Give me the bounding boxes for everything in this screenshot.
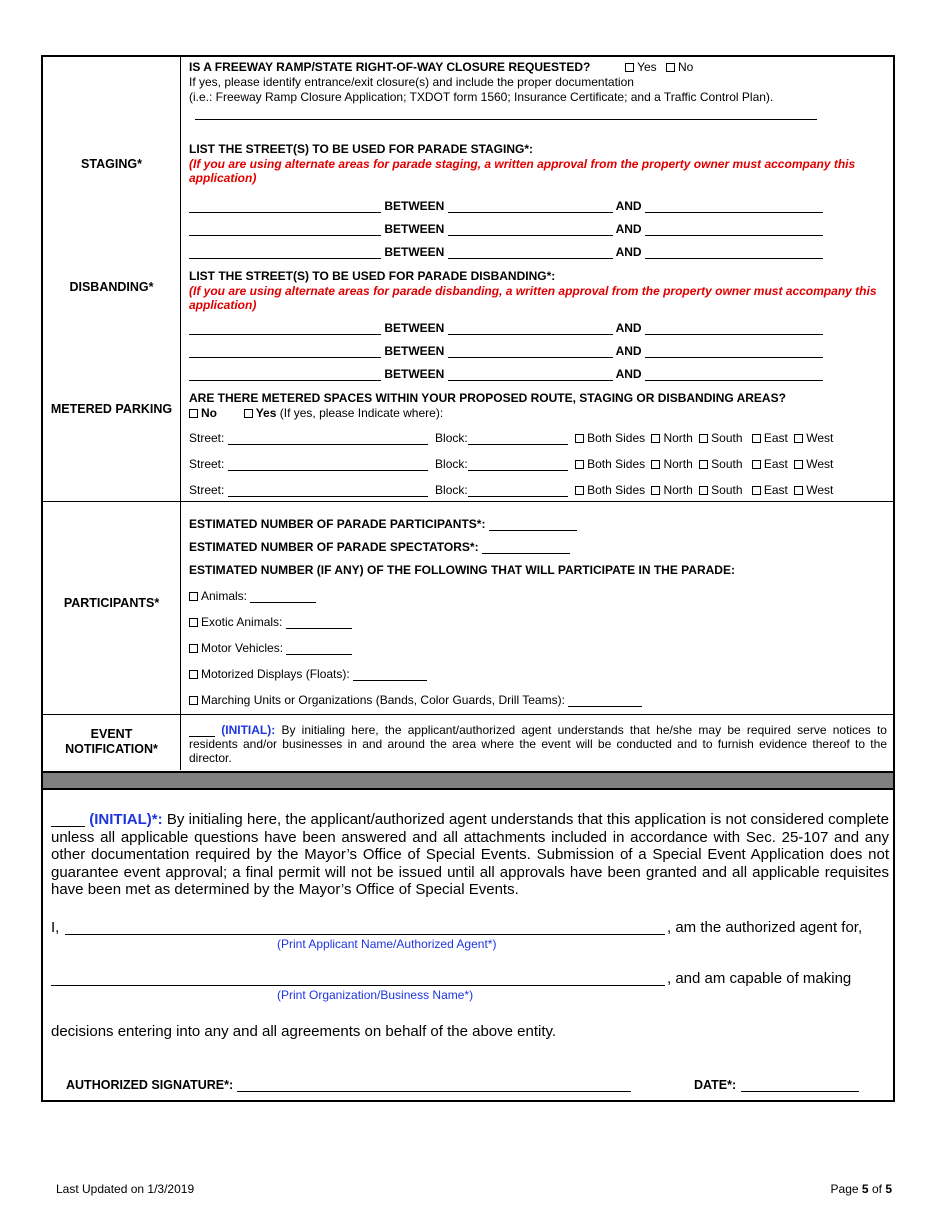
date-label: DATE*: bbox=[694, 1078, 737, 1092]
motor-vehicles-item: Motor Vehicles: bbox=[189, 641, 352, 655]
metered-question: ARE THERE METERED SPACES WITHIN YOUR PROPOSED ROUTE, STAGING OR DISBANDING AREAS? bbox=[189, 391, 786, 405]
organization-name-line[interactable] bbox=[51, 985, 665, 986]
page-number: Page 5 of 5 bbox=[830, 1182, 892, 1196]
disbanding-row: BETWEEN AND bbox=[189, 367, 823, 381]
disbanding-note: (If you are using alternate areas for parade disbanding, a written approval from the property owner must accompany this application) bbox=[189, 284, 877, 312]
date-line[interactable] bbox=[741, 1091, 859, 1092]
form-frame bbox=[41, 55, 895, 1102]
freeway-line2: (i.e.: Freeway Ramp Closure Application; TXDOT form 1560; Insurance Certificate; and a Traffic Control Plan). bbox=[189, 90, 774, 104]
applicant-name-line[interactable] bbox=[65, 934, 665, 935]
est-participants: ESTIMATED NUMBER OF PARADE PARTICIPANTS*: bbox=[189, 517, 577, 531]
metered-row: Street: Block: Both Sides North South East West bbox=[189, 483, 834, 497]
staging-row: BETWEEN AND bbox=[189, 222, 823, 236]
marching-item: Marching Units or Organizations (Bands, Color Guards, Drill Teams): bbox=[189, 693, 642, 707]
staging-heading: LIST THE STREET(S) TO BE USED FOR PARADE STAGING*: bbox=[189, 142, 534, 156]
metered-row: Street: Block: Both Sides North South East West bbox=[189, 431, 834, 445]
signature-line[interactable] bbox=[237, 1091, 631, 1092]
section-separator-bar bbox=[43, 771, 893, 790]
section-divider bbox=[43, 501, 893, 502]
agent-suffix: , am the authorized agent for, bbox=[667, 919, 863, 936]
metered-no-checkbox[interactable] bbox=[189, 409, 198, 418]
disbanding-heading: LIST THE STREET(S) TO BE USED FOR PARADE DISBANDING*: bbox=[189, 269, 556, 283]
disbanding-row: BETWEEN AND bbox=[189, 344, 823, 358]
freeway-no-checkbox[interactable] bbox=[666, 63, 675, 72]
animals-item: Animals: bbox=[189, 589, 316, 603]
last-updated: Last Updated on 1/3/2019 bbox=[56, 1182, 195, 1196]
staging-row: BETWEEN AND bbox=[189, 245, 823, 259]
capable-suffix: , and am capable of making bbox=[667, 970, 852, 987]
est-spectators: ESTIMATED NUMBER OF PARADE SPECTATORS*: bbox=[189, 540, 570, 554]
est-following: ESTIMATED NUMBER (IF ANY) OF THE FOLLOWING THAT WILL PARTICIPATE IN THE PARADE: bbox=[189, 563, 735, 577]
metered-options: No Yes (If yes, please Indicate where): bbox=[189, 406, 443, 420]
event-notification-text: (INITIAL): By initialing here, the applicant/authorized agent understands that he/she may be required serve notices to residents and/or businesses in and around the area where the event will be conducted and to furnish evidence thereof to the director. bbox=[189, 723, 887, 765]
staging-note: (If you are using alternate areas for parade staging, a written approval from the property owner must accompany this application) bbox=[189, 157, 856, 185]
staging-label: STAGING* bbox=[81, 157, 142, 171]
freeway-question: IS A FREEWAY RAMP/STATE RIGHT-OF-WAY CLOSURE REQUESTED? Yes No bbox=[189, 60, 694, 74]
event-notification-label: EVENT NOTIFICATION* bbox=[65, 727, 158, 756]
exotic-animals-item: Exotic Animals: bbox=[189, 615, 352, 629]
final-statement: (INITIAL)*: By initialing here, the applicant/authorized agent understands that this application is not considered complete unless all applicable questions have been answered and all attachments included in accordance with Sec. 25-107 and any other documentation required by the Mayor’s Office of Special Events. Submission of a Special Event Application does not guarantee event approval; a final permit will not be issued until all approvals have been granted and all applicable requisites have been met as determined by the Mayor’s Office of Special Events. bbox=[51, 811, 890, 898]
decisions-text: decisions entering into any and all agreements on behalf of the above entity. bbox=[51, 1023, 557, 1040]
metered-yes-checkbox[interactable] bbox=[244, 409, 253, 418]
column-divider bbox=[180, 57, 181, 770]
event-initial-line[interactable] bbox=[189, 724, 215, 737]
metered-row: Street: Block: Both Sides North South East West bbox=[189, 457, 834, 471]
freeway-line1: If yes, please identify entrance/exit closure(s) and include the proper documentation bbox=[189, 75, 634, 89]
signature-label: AUTHORIZED SIGNATURE*: bbox=[66, 1078, 234, 1092]
agent-line: I, bbox=[51, 919, 60, 936]
freeway-yes-checkbox[interactable] bbox=[625, 63, 634, 72]
staging-row: BETWEEN AND bbox=[189, 199, 823, 213]
print-org-caption: (Print Organization/Business Name*) bbox=[277, 988, 474, 1002]
floats-item: Motorized Displays (Floats): bbox=[189, 667, 427, 681]
disbanding-label: DISBANDING* bbox=[69, 280, 154, 294]
disbanding-row: BETWEEN AND bbox=[189, 321, 823, 335]
metered-parking-label: METERED PARKING bbox=[50, 402, 173, 416]
section-divider bbox=[43, 714, 893, 715]
final-initial-line[interactable] bbox=[51, 812, 85, 827]
participants-label: PARTICIPANTS* bbox=[63, 596, 160, 610]
print-name-caption: (Print Applicant Name/Authorized Agent*) bbox=[277, 937, 497, 951]
freeway-closure-line[interactable] bbox=[195, 119, 817, 120]
